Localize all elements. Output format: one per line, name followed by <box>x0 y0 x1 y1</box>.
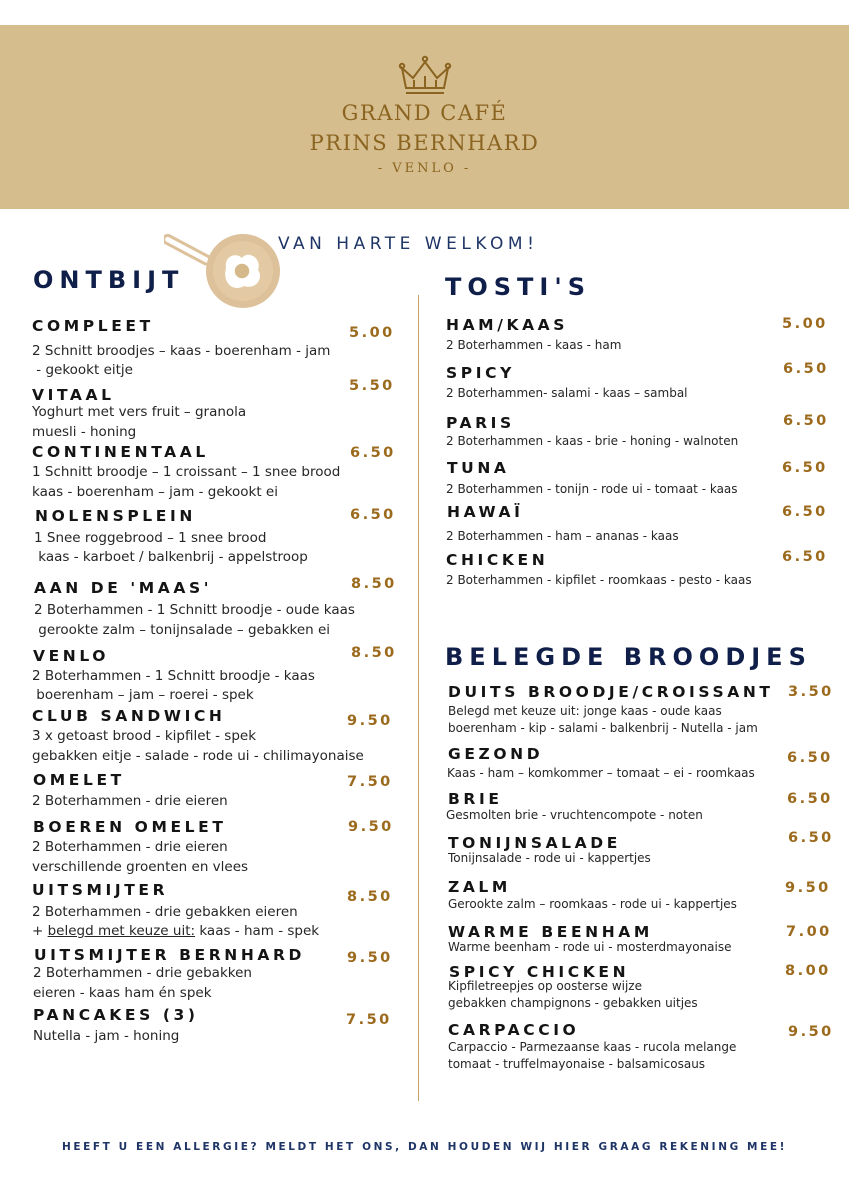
menu-item-desc: Kaas - ham – komkommer – tomaat – ei - roomkaas <box>447 766 755 780</box>
extra-prefix: + <box>32 923 48 939</box>
menu-item-name: SPICY <box>446 364 515 382</box>
menu-item-name: COMPLEET <box>32 317 154 335</box>
menu-item-desc: 3 x getoast brood - kipfilet - spek <box>32 728 257 744</box>
menu-item-desc: Warme beenham - rode ui - mosterdmayonaise <box>448 940 732 954</box>
menu-item-price: 3.50 <box>788 684 834 700</box>
menu-item-name: UITSMIJTER <box>32 881 169 899</box>
menu-item-desc-extra <box>32 921 319 941</box>
menu-item-desc: - gekookt eitje <box>32 362 133 378</box>
menu-item-desc: 1 Schnitt broodje – 1 croissant – 1 snee brood <box>32 464 341 480</box>
menu-item-desc: Gesmolten brie - vruchtencompote - noten <box>446 808 703 822</box>
menu-item-price: 6.50 <box>783 361 829 377</box>
menu-item-name: BOEREN OMELET <box>33 818 227 836</box>
menu-item-desc: gerookte zalm – tonijnsalade – gebakken ei <box>34 622 331 638</box>
menu-item-desc: muesli - honing <box>32 424 137 440</box>
menu-item-name: VENLO <box>33 647 110 665</box>
menu-item-name: BRIE <box>448 790 503 808</box>
menu-item-name: CHICKEN <box>446 551 549 569</box>
menu-item-price: 8.00 <box>785 963 831 979</box>
menu-item-desc: 2 Schnitt broodjes – kaas - boerenham - jam <box>32 343 331 359</box>
menu-item-name: UITSMIJTER BERNHARD <box>34 946 306 964</box>
menu-item-price: 5.50 <box>349 378 395 394</box>
menu-item-name: OMELET <box>33 771 125 789</box>
menu-item-desc: 2 Boterhammen - drie gebakken eieren <box>32 904 298 920</box>
menu-item-price: 6.50 <box>350 507 396 523</box>
menu-item-desc: 2 Boterhammen - kaas - brie - honing - walnoten <box>446 434 739 448</box>
menu-item-price: 6.50 <box>783 413 829 429</box>
menu-item-desc: 2 Boterhammen - drie gebakken <box>33 965 252 981</box>
menu-item-price: 7.00 <box>786 924 832 940</box>
ontbijt-title: ONTBIJT <box>33 266 185 294</box>
menu-item-price: 7.50 <box>347 774 393 790</box>
menu-item-desc: Yoghurt met vers fruit – granola <box>32 404 247 420</box>
menu-item-price: 9.50 <box>347 950 393 966</box>
menu-item-name: VITAAL <box>32 386 115 404</box>
menu-item-price: 6.50 <box>782 460 828 476</box>
brand-location: - VENLO - <box>377 161 472 176</box>
menu-item-price: 5.00 <box>782 316 828 332</box>
menu-item-name: HAM/KAAS <box>446 316 569 334</box>
menu-item-desc: 2 Boterhammen - drie eieren <box>32 793 228 809</box>
menu-item-name: NOLENSPLEIN <box>35 507 196 525</box>
menu-item-name: TONIJNSALADE <box>448 834 621 852</box>
menu-item-desc: 1 Snee roggebrood – 1 snee brood <box>34 530 267 546</box>
menu-item-desc: verschillende groenten en vlees <box>32 859 249 875</box>
menu-item-name: GEZOND <box>448 745 544 763</box>
menu-item-desc: boerenham – jam – roerei - spek <box>32 687 254 703</box>
menu-item-price: 6.50 <box>787 791 833 807</box>
menu-item-desc: 2 Boterhammen - drie eieren <box>32 839 228 855</box>
menu-item-desc: 2 Boterhammen - kipfilet - roomkaas - pesto - kaas <box>446 573 752 587</box>
menu-item-price: 5.00 <box>349 325 395 341</box>
menu-item-name: HAWAÏ <box>447 503 524 521</box>
menu-item-desc: gebakken eitje - salade - rode ui - chilimayonaise <box>32 748 364 764</box>
brand-name-line2: PRINS BERNHARD <box>309 131 540 155</box>
extra-underlined: belegd met keuze uit: <box>47 923 196 939</box>
menu-item-name: DUITS BROODJE/CROISSANT <box>448 683 774 701</box>
column-divider <box>418 295 419 1101</box>
menu-item-desc: eieren - kaas ham én spek <box>33 985 212 1001</box>
menu-item-desc: 2 Boterhammen - ham – ananas - kaas <box>446 529 679 543</box>
menu-item-name: CARPACCIO <box>448 1021 580 1039</box>
menu-item-price: 6.50 <box>782 549 828 565</box>
menu-item-name: CLUB SANDWICH <box>32 707 226 725</box>
crown-icon <box>398 54 452 100</box>
extra-rest: kaas - ham - spek <box>195 923 320 939</box>
menu-item-name: CONTINENTAAL <box>32 443 209 461</box>
welcome-text: VAN HARTE WELKOM! <box>278 234 539 254</box>
menu-item-name: PARIS <box>446 414 515 432</box>
menu-item-price: 8.50 <box>351 645 397 661</box>
menu-item-desc: gebakken champignons - gebakken uitjes <box>448 996 698 1010</box>
belegde-broodjes-title: BELEGDE BROODJES <box>445 643 812 671</box>
menu-item-price: 7.50 <box>346 1012 392 1028</box>
menu-item-desc: Kipfiletreepjes op oosterse wijze <box>448 979 642 993</box>
menu-item-name: ZALM <box>448 878 511 896</box>
menu-item-price: 8.50 <box>351 576 397 592</box>
menu-item-name: AAN DE 'MAAS' <box>34 579 213 597</box>
menu-item-price: 6.50 <box>788 830 834 846</box>
menu-item-desc: 2 Boterhammen - 1 Schnitt broodje - oude kaas <box>34 602 355 618</box>
allergy-notice: HEEFT U EEN ALLERGIE? MELDT HET ONS, DAN HOUDEN WIJ HIER GRAAG REKENING MEE! <box>61 1141 788 1153</box>
menu-item-name: SPICY CHICKEN <box>449 963 630 981</box>
menu-item-name: WARME BEENHAM <box>448 923 653 941</box>
menu-item-name: PANCAKES (3) <box>33 1006 199 1024</box>
menu-item-price: 6.50 <box>782 504 828 520</box>
menu-item-price: 9.50 <box>348 819 394 835</box>
menu-item-desc: tomaat - truffelmayonaise - balsamicosaus <box>448 1057 706 1071</box>
menu-item-desc: 2 Boterhammen - kaas - ham <box>446 338 622 352</box>
menu-item-price: 6.50 <box>350 445 396 461</box>
menu-item-desc: Nutella - jam - honing <box>33 1028 180 1044</box>
tosti-title: TOSTI'S <box>445 273 591 301</box>
menu-item-price: 8.50 <box>347 889 393 905</box>
menu-item-desc: Gerookte zalm – roomkaas - rode ui - kappertjes <box>448 897 737 911</box>
menu-item-desc: boerenham - kip - salami - balkenbrij - Nutella - jam <box>448 721 758 735</box>
menu-item-desc: Belegd met keuze uit: jonge kaas - oude kaas <box>448 704 722 718</box>
menu-item-price: 9.50 <box>785 880 831 896</box>
brand-name-line1: GRAND CAFÉ <box>341 101 508 125</box>
menu-item-desc: Carpaccio - Parmezaanse kaas - rucola melange <box>448 1040 737 1054</box>
menu-item-desc: kaas - karboet / balkenbrij - appelstroop <box>34 549 308 565</box>
menu-item-price: 6.50 <box>787 750 833 766</box>
menu-item-desc: 2 Boterhammen - 1 Schnitt broodje - kaas <box>32 668 315 684</box>
menu-item-desc: 2 Boterhammen - tonijn - rode ui - tomaat - kaas <box>446 482 738 496</box>
menu-item-desc: Tonijnsalade - rode ui - kappertjes <box>448 851 651 865</box>
menu-item-price: 9.50 <box>788 1024 834 1040</box>
menu-item-desc: 2 Boterhammen- salami - kaas – sambal <box>446 386 688 400</box>
menu-item-desc: kaas - boerenham – jam - gekookt ei <box>32 484 278 500</box>
menu-item-name: TUNA <box>447 459 510 477</box>
menu-item-price: 9.50 <box>347 713 393 729</box>
